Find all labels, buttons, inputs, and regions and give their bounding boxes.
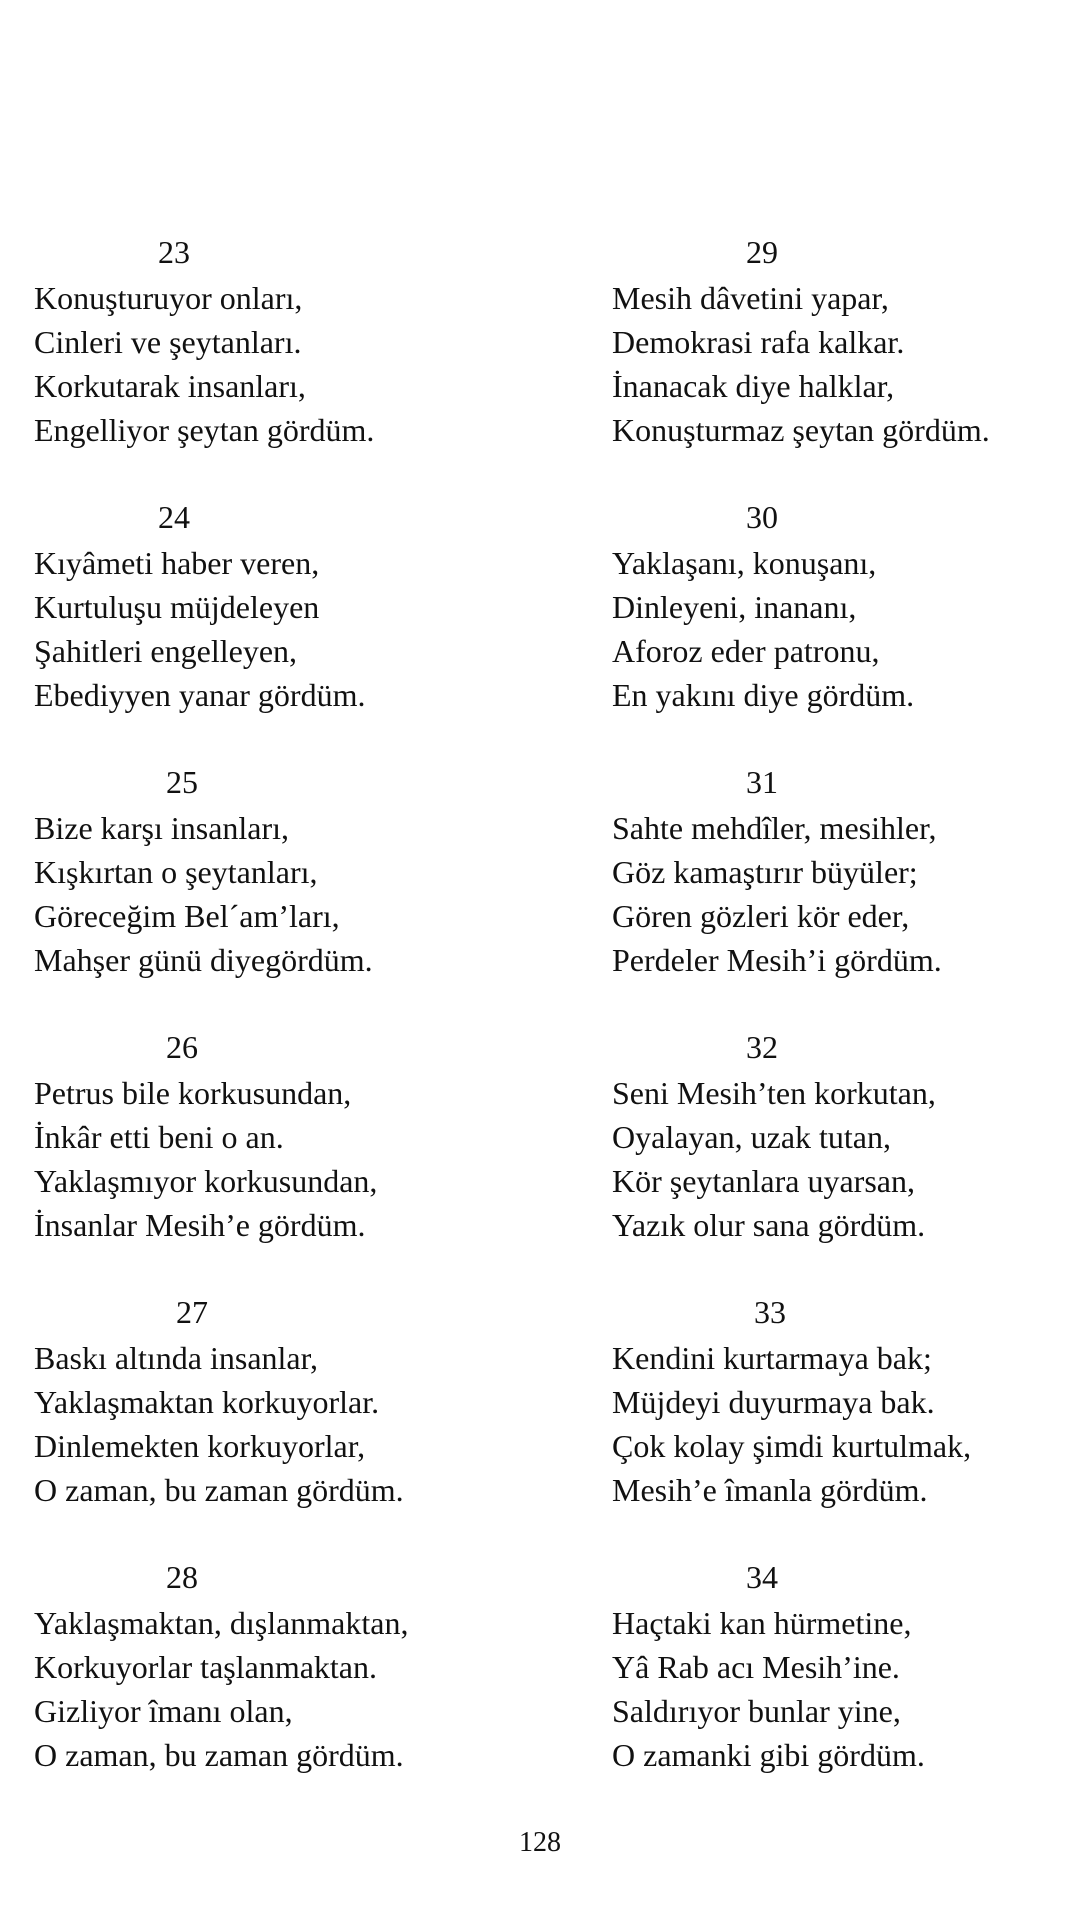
verse-line: Saldırıyor bunlar yine,	[612, 1693, 901, 1729]
verse-line: Haçtaki kan hürmetine,	[612, 1605, 912, 1641]
verse-line: Sahte mehdîler, mesihler,	[612, 810, 937, 846]
left-column	[34, 232, 554, 1822]
verse-line: Bize karşı insanları,	[34, 810, 290, 846]
stanza-number: 27	[176, 1294, 208, 1330]
stanza-number: 32	[746, 1029, 778, 1065]
verse-line: En yakını diye gördüm.	[612, 677, 915, 713]
stanza-number: 30	[746, 499, 778, 535]
stanza-27	[34, 1292, 554, 1557]
stanza-25	[34, 762, 554, 1027]
page-number: 128	[519, 1827, 561, 1858]
stanza-32	[612, 1027, 1072, 1292]
verse-line: Konuşturuyor onları,	[34, 280, 303, 316]
verse-line: Çok kolay şimdi kurtulmak,	[612, 1428, 972, 1464]
verse-line: Kendini kurtarmaya bak;	[612, 1340, 932, 1376]
verse-line: Korkutarak insanları,	[34, 368, 306, 404]
verse-line: O zaman, bu zaman gördüm.	[34, 1472, 404, 1508]
stanza-31	[612, 762, 1072, 1027]
verse-line: Korkuyorlar taşlanmaktan.	[34, 1649, 377, 1685]
verse-line: Aforoz eder patronu,	[612, 633, 880, 669]
verse-line: Oyalayan, uzak tutan,	[612, 1119, 891, 1155]
stanza-number: 29	[746, 234, 778, 270]
verse-line: Yaklaşmıyor korkusundan,	[34, 1163, 378, 1199]
stanza-30	[612, 497, 1072, 762]
stanza-number: 24	[158, 499, 190, 535]
stanza-23	[34, 232, 554, 497]
stanza-number: 23	[158, 234, 190, 270]
verse-line: Şahitleri engelleyen,	[34, 633, 298, 669]
verse-line: İnsanlar Mesih’e gördüm.	[34, 1207, 366, 1243]
verse-line: Perdeler Mesih’i gördüm.	[612, 942, 942, 978]
verse-line: Petrus bile korkusundan,	[34, 1075, 352, 1111]
verse-line: Göz kamaştırır büyüler;	[612, 854, 918, 890]
verse-line: Ebediyyen yanar gördüm.	[34, 677, 366, 713]
stanza-28	[34, 1557, 554, 1822]
verse-line: Yaklaşmaktan, dışlanmaktan,	[34, 1605, 409, 1641]
verse-line: Yâ Rab acı Mesih’ine.	[612, 1649, 900, 1685]
verse-line: Gizliyor îmanı olan,	[34, 1693, 293, 1729]
verse-line: Seni Mesih’ten korkutan,	[612, 1075, 936, 1111]
verse-line: Engelliyor şeytan gördüm.	[34, 412, 375, 448]
verse-line: Gören gözleri kör eder,	[612, 898, 910, 934]
verse-line: Kör şeytanlara uyarsan,	[612, 1163, 915, 1199]
verse-line: Konuşturmaz şeytan gördüm.	[612, 412, 990, 448]
verse-line: Kurtuluşu müjdeleyen	[34, 589, 320, 625]
stanza-number: 25	[166, 764, 198, 800]
verse-line: Cinleri ve şeytanları.	[34, 324, 302, 360]
right-column	[612, 232, 1072, 1822]
verse-line: Mahşer günü diyegördüm.	[34, 942, 373, 978]
stanza-26	[34, 1027, 554, 1292]
verse-line: Mesih dâvetini yapar,	[612, 280, 889, 316]
stanza-33	[612, 1292, 1072, 1557]
verse-line: İnanacak diye halklar,	[612, 368, 895, 404]
verse-line: O zaman, bu zaman gördüm.	[34, 1737, 404, 1773]
verse-line: O zamanki gibi gördüm.	[612, 1737, 925, 1773]
verse-line: Mesih’e îmanla gördüm.	[612, 1472, 928, 1508]
verse-line: Kışkırtan o şeytanları,	[34, 854, 318, 890]
stanza-34	[612, 1557, 1072, 1822]
verse-line: Dinlemekten korkuyorlar,	[34, 1428, 366, 1464]
verse-line: Yaklaşanı, konuşanı,	[612, 545, 877, 581]
stanza-number: 31	[746, 764, 778, 800]
stanza-number: 33	[754, 1294, 786, 1330]
stanza-number: 28	[166, 1559, 198, 1595]
stanza-number: 34	[746, 1559, 778, 1595]
verse-line: Demokrasi rafa kalkar.	[612, 324, 905, 360]
verse-line: Göreceğim Bel´am’ları,	[34, 898, 340, 934]
stanza-29	[612, 232, 1072, 497]
verse-line: Yazık olur sana gördüm.	[612, 1207, 926, 1243]
verse-line: İnkâr etti beni o an.	[34, 1119, 284, 1155]
stanza-number: 26	[166, 1029, 198, 1065]
stanza-24	[34, 497, 554, 762]
verse-line: Müjdeyi duyurmaya bak.	[612, 1384, 935, 1420]
verse-line: Kıyâmeti haber veren,	[34, 545, 320, 581]
verse-line: Yaklaşmaktan korkuyorlar.	[34, 1384, 380, 1420]
verse-line: Baskı altında insanlar,	[34, 1340, 318, 1376]
verse-line: Dinleyeni, inananı,	[612, 589, 857, 625]
